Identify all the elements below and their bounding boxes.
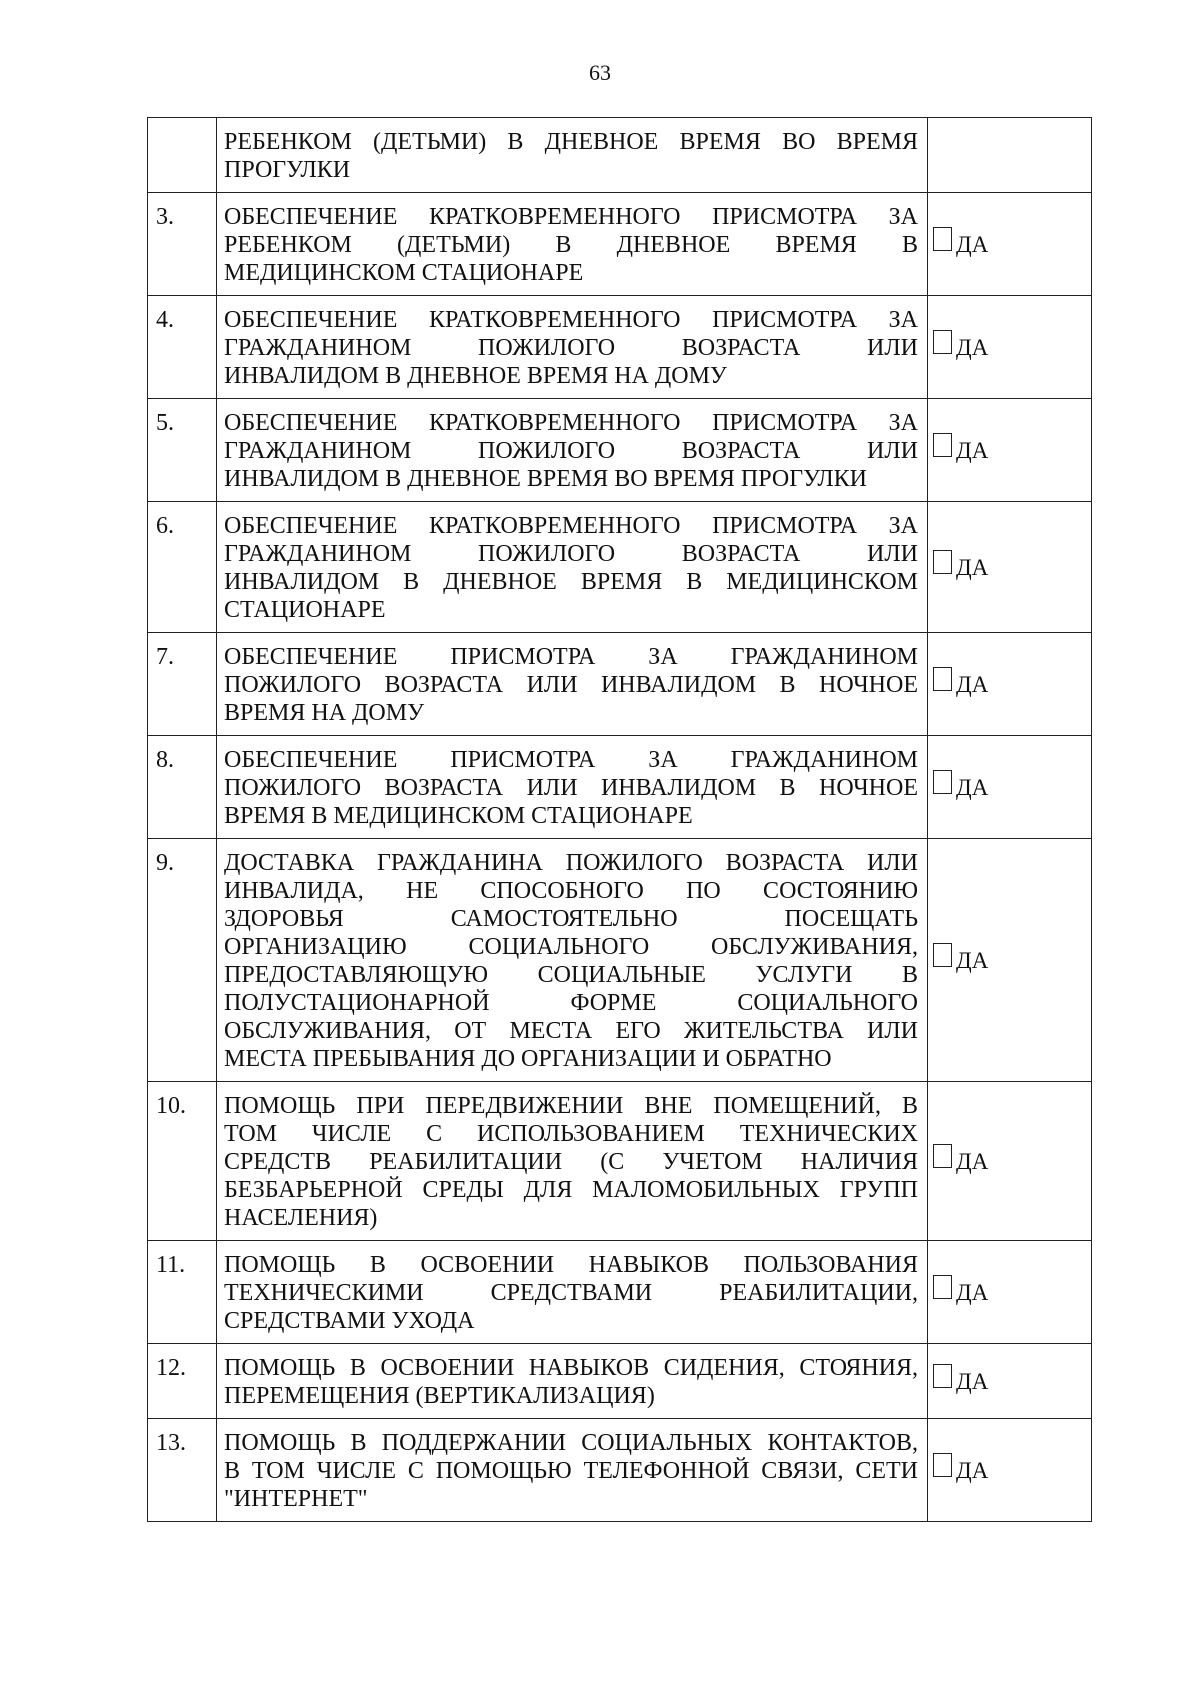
description-line: ОРГАНИЗАЦИЮ СОЦИАЛЬНОГО ОБСЛУЖИВАНИЯ,: [224, 934, 918, 960]
description-line: ПОМОЩЬ В ОСВОЕНИИ НАВЫКОВ СИДЕНИЯ, СТОЯНИЯ,: [224, 1355, 918, 1381]
row-number: 4.: [148, 296, 217, 399]
table-row: [148, 736, 1092, 839]
choice-cell: [928, 1241, 1092, 1344]
service-description: [217, 633, 928, 736]
choice-cell: [928, 633, 1092, 736]
table-row: [148, 1082, 1092, 1241]
table-row: [148, 633, 1092, 736]
table-row: [148, 502, 1092, 633]
description-line: ОБЕСПЕЧЕНИЕ КРАТКОВРЕМЕННОГО ПРИСМОТРА ЗА: [224, 307, 918, 333]
checkbox-label: ДА: [956, 947, 989, 973]
description-line: ГРАЖДАНИНОМ ПОЖИЛОГО ВОЗРАСТА ИЛИ: [224, 438, 918, 464]
choice-cell: [928, 399, 1092, 502]
description-line: ИНВАЛИДОМ В ДНЕВНОЕ ВРЕМЯ НА ДОМУ: [224, 363, 727, 389]
description-line: ПОМОЩЬ В ПОДДЕРЖАНИИ СОЦИАЛЬНЫХ КОНТАКТОВ,: [224, 1430, 918, 1456]
row-number: 8.: [148, 736, 217, 839]
row-number: 11.: [148, 1241, 217, 1344]
description-line: ПОМОЩЬ В ОСВОЕНИИ НАВЫКОВ ПОЛЬЗОВАНИЯ: [224, 1252, 918, 1278]
choice-cell: [928, 502, 1092, 633]
row-number: 6.: [148, 502, 217, 633]
row-number: 5.: [148, 399, 217, 502]
checkbox[interactable]: [933, 433, 952, 457]
checkbox-label: ДА: [956, 1148, 989, 1174]
description-line: ПОЛУСТАЦИОНАРНОЙ ФОРМЕ СОЦИАЛЬНОГО: [224, 990, 918, 1016]
table-row: [148, 193, 1092, 296]
description-line: ИНВАЛИДОМ В ДНЕВНОЕ ВРЕМЯ ВО ВРЕМЯ ПРОГУЛКИ: [224, 466, 867, 492]
checkbox[interactable]: [933, 1453, 952, 1477]
row-number: 10.: [148, 1082, 217, 1241]
checkbox[interactable]: [933, 1364, 952, 1388]
table-row: [148, 118, 1092, 193]
description-line: СРЕДСТВ РЕАБИЛИТАЦИИ (С УЧЕТОМ НАЛИЧИЯ: [224, 1149, 918, 1175]
choice-cell: [928, 1419, 1092, 1522]
services-table: [147, 117, 1092, 1522]
description-line: МЕДИЦИНСКОМ СТАЦИОНАРЕ: [224, 260, 584, 286]
service-description: [217, 1344, 928, 1419]
checkbox-label: ДА: [956, 437, 989, 463]
checkbox-label: ДА: [956, 671, 989, 697]
service-description: [217, 502, 928, 633]
table-row: [148, 839, 1092, 1082]
description-line: БЕЗБАРЬЕРНОЙ СРЕДЫ ДЛЯ МАЛОМОБИЛЬНЫХ ГРУПП: [224, 1177, 918, 1203]
table-row: [148, 1241, 1092, 1344]
checkbox[interactable]: [933, 1275, 952, 1299]
description-line: ОБЕСПЕЧЕНИЕ КРАТКОВРЕМЕННОГО ПРИСМОТРА ЗА: [224, 204, 918, 230]
service-description: [217, 1082, 928, 1241]
description-line: ОБЕСПЕЧЕНИЕ ПРИСМОТРА ЗА ГРАЖДАНИНОМ: [224, 644, 918, 670]
description-line: ПОЖИЛОГО ВОЗРАСТА ИЛИ ИНВАЛИДОМ В НОЧНОЕ: [224, 775, 918, 801]
description-line: ОБЕСПЕЧЕНИЕ ПРИСМОТРА ЗА ГРАЖДАНИНОМ: [224, 747, 918, 773]
checkbox[interactable]: [933, 667, 952, 691]
checkbox[interactable]: [933, 550, 952, 574]
service-description: [217, 193, 928, 296]
description-line: ПОЖИЛОГО ВОЗРАСТА ИЛИ ИНВАЛИДОМ В НОЧНОЕ: [224, 672, 918, 698]
choice-cell: [928, 1344, 1092, 1419]
description-line: ОБЕСПЕЧЕНИЕ КРАТКОВРЕМЕННОГО ПРИСМОТРА ЗА: [224, 513, 918, 539]
checkbox[interactable]: [933, 1144, 952, 1168]
description-line: ПРЕДОСТАВЛЯЮЩУЮ СОЦИАЛЬНЫЕ УСЛУГИ В: [224, 962, 918, 988]
checkbox[interactable]: [933, 227, 952, 251]
choice-cell: [928, 118, 1092, 193]
row-number: 9.: [148, 839, 217, 1082]
description-line: ПЕРЕМЕЩЕНИЯ (ВЕРТИКАЛИЗАЦИЯ): [224, 1383, 655, 1409]
row-number: [148, 118, 217, 193]
row-number: 13.: [148, 1419, 217, 1522]
checkbox-label: ДА: [956, 334, 989, 360]
description-line: ОБЕСПЕЧЕНИЕ КРАТКОВРЕМЕННОГО ПРИСМОТРА ЗА: [224, 410, 918, 436]
description-line: ИНВАЛИДОМ В ДНЕВНОЕ ВРЕМЯ В МЕДИЦИНСКОМ: [224, 569, 918, 595]
checkbox[interactable]: [933, 943, 952, 967]
table-row: [148, 296, 1092, 399]
checkbox[interactable]: [933, 770, 952, 794]
description-line: СРЕДСТВАМИ УХОДА: [224, 1308, 475, 1334]
description-line: ДОСТАВКА ГРАЖДАНИНА ПОЖИЛОГО ВОЗРАСТА ИЛИ: [224, 850, 918, 876]
services-table-body: [148, 118, 1092, 1522]
row-number: 3.: [148, 193, 217, 296]
row-number: 7.: [148, 633, 217, 736]
service-description: [217, 1241, 928, 1344]
checkbox-label: ДА: [956, 774, 989, 800]
description-line: ЗДОРОВЬЯ САМОСТОЯТЕЛЬНО ПОСЕЩАТЬ: [224, 906, 918, 932]
checkbox-label: ДА: [956, 1368, 989, 1394]
description-line: ТЕХНИЧЕСКИМИ СРЕДСТВАМИ РЕАБИЛИТАЦИИ,: [224, 1280, 918, 1306]
checkbox-label: ДА: [956, 1457, 989, 1483]
description-line: ОБСЛУЖИВАНИЯ, ОТ МЕСТА ЕГО ЖИТЕЛЬСТВА ИЛИ: [224, 1018, 918, 1044]
description-line: "ИНТЕРНЕТ": [224, 1486, 368, 1512]
description-line: ВРЕМЯ В МЕДИЦИНСКОМ СТАЦИОНАРЕ: [224, 803, 693, 829]
service-description: [217, 296, 928, 399]
checkbox-label: ДА: [956, 231, 989, 257]
checkbox[interactable]: [933, 330, 952, 354]
description-line: ГРАЖДАНИНОМ ПОЖИЛОГО ВОЗРАСТА ИЛИ: [224, 541, 918, 567]
description-line: ТОМ ЧИСЛЕ С ИСПОЛЬЗОВАНИЕМ ТЕХНИЧЕСКИХ: [224, 1121, 918, 1147]
description-line: ГРАЖДАНИНОМ ПОЖИЛОГО ВОЗРАСТА ИЛИ: [224, 335, 918, 361]
table-row: [148, 1344, 1092, 1419]
service-description: [217, 399, 928, 502]
checkbox-label: ДА: [956, 554, 989, 580]
description-line: ПРОГУЛКИ: [224, 157, 351, 183]
description-line: ВРЕМЯ НА ДОМУ: [224, 700, 425, 726]
choice-cell: [928, 839, 1092, 1082]
description-line: ИНВАЛИДА, НЕ СПОСОБНОГО ПО СОСТОЯНИЮ: [224, 878, 918, 904]
description-line: ПОМОЩЬ ПРИ ПЕРЕДВИЖЕНИИ ВНЕ ПОМЕЩЕНИЙ, В: [224, 1093, 918, 1119]
choice-cell: [928, 736, 1092, 839]
description-line: НАСЕЛЕНИЯ): [224, 1205, 378, 1231]
table-row: [148, 399, 1092, 502]
service-description: [217, 736, 928, 839]
description-line: РЕБЕНКОМ (ДЕТЬМИ) В ДНЕВНОЕ ВРЕМЯ В: [224, 232, 918, 258]
row-number: 12.: [148, 1344, 217, 1419]
checkbox-label: ДА: [956, 1279, 989, 1305]
choice-cell: [928, 1082, 1092, 1241]
choice-cell: [928, 193, 1092, 296]
service-description: [217, 118, 928, 193]
description-line: МЕСТА ПРЕБЫВАНИЯ ДО ОРГАНИЗАЦИИ И ОБРАТНО: [224, 1046, 832, 1072]
service-description: [217, 839, 928, 1082]
description-line: РЕБЕНКОМ (ДЕТЬМИ) В ДНЕВНОЕ ВРЕМЯ ВО ВРЕМЯ: [224, 129, 918, 155]
page-number: 63: [589, 60, 611, 85]
table-row: [148, 1419, 1092, 1522]
description-line: В ТОМ ЧИСЛЕ С ПОМОЩЬЮ ТЕЛЕФОННОЙ СВЯЗИ, СЕТИ: [224, 1458, 918, 1484]
service-description: [217, 1419, 928, 1522]
description-line: СТАЦИОНАРЕ: [224, 597, 386, 623]
choice-cell: [928, 296, 1092, 399]
